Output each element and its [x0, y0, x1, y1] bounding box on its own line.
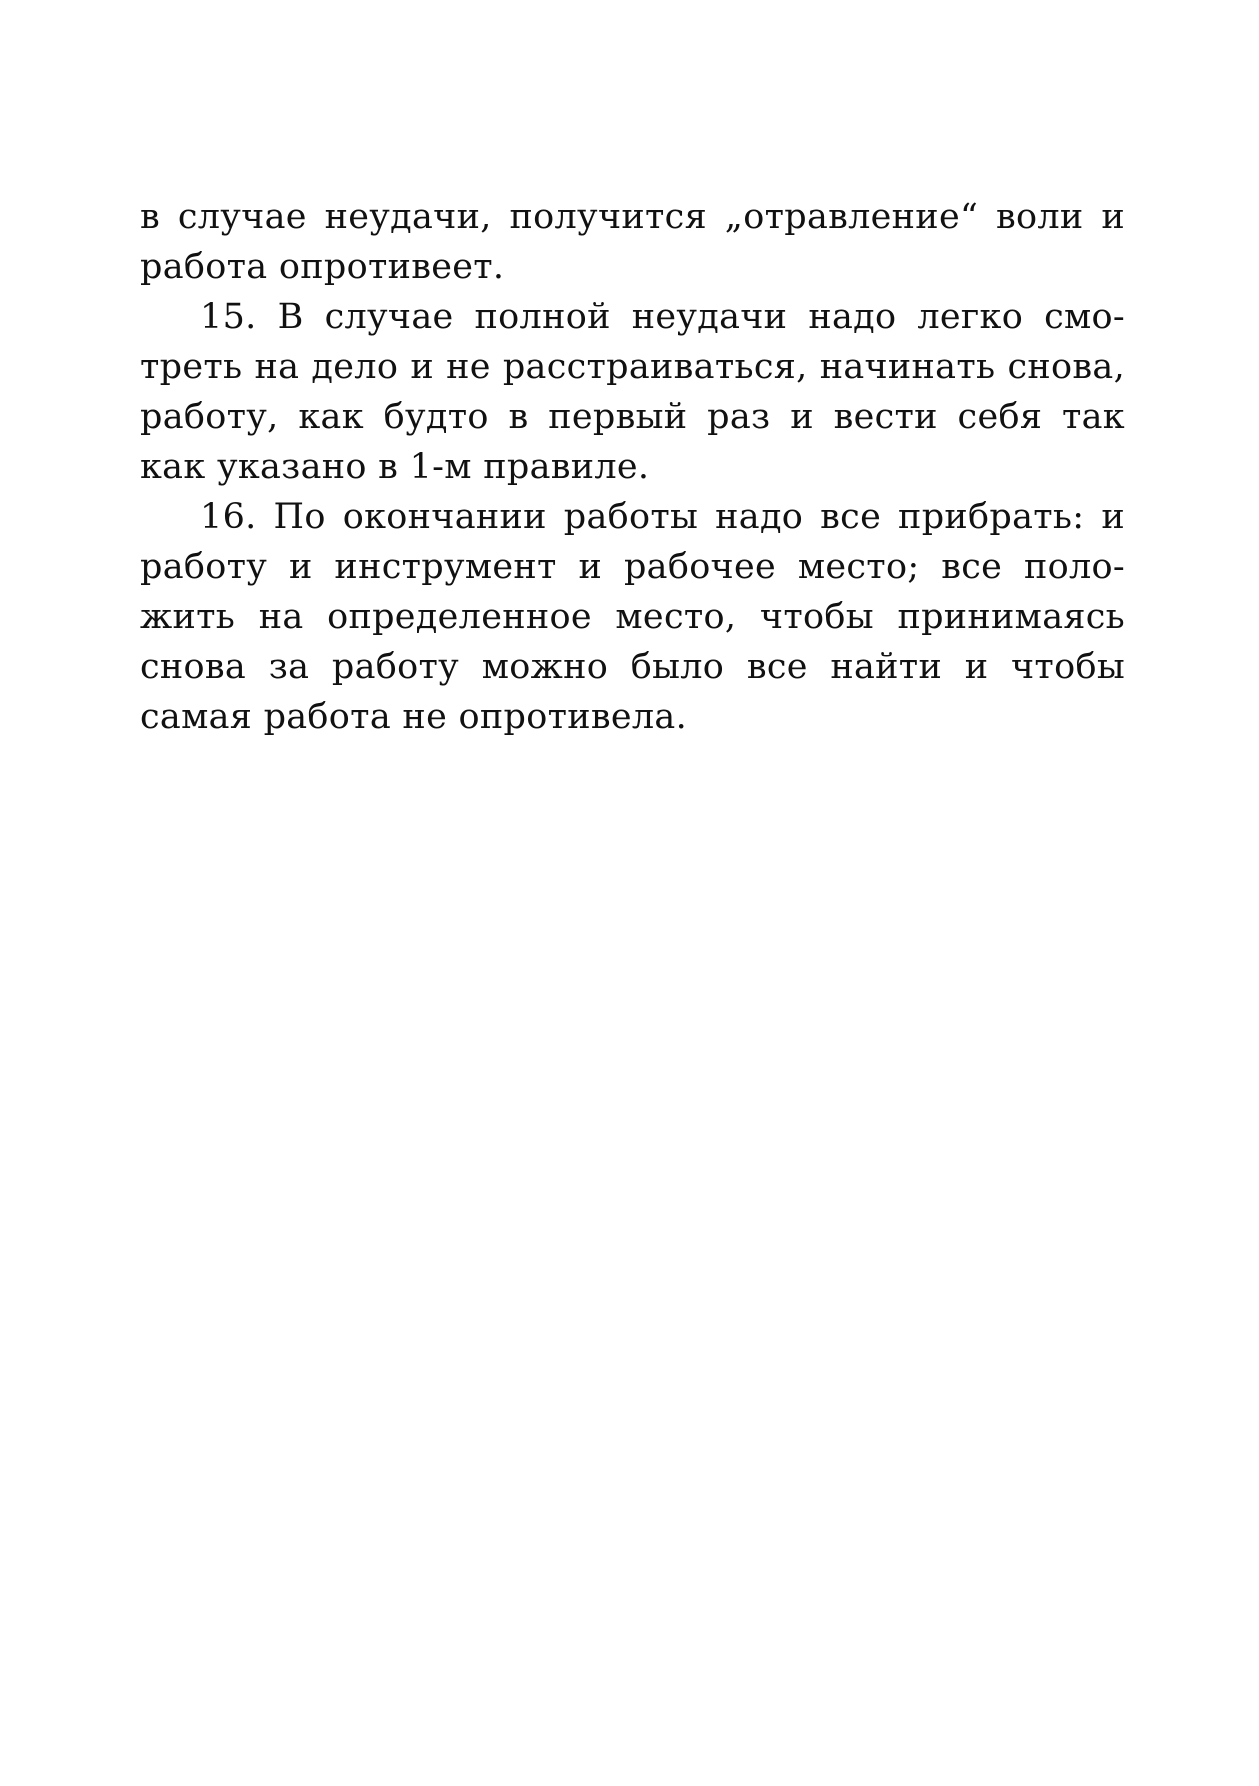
paragraph-rule-15: [140, 292, 1125, 492]
text-line: треть на дело и не расстраиваться, начинать снова,: [140, 347, 1125, 387]
text-line: в случае неудачи, получится „отравление“ воли и: [140, 197, 1125, 237]
text-line: работу, как будто в первый раз и вести себя так: [140, 397, 1125, 437]
text-line: снова за работу можно было все найти и чтобы: [140, 647, 1125, 687]
text-line: 15. В случае полной неудачи надо легко смо-: [200, 297, 1125, 337]
text-line: жить на определенное место, чтобы принимаясь: [140, 597, 1125, 637]
text-line: работу и инструмент и рабочее место; все поло-: [140, 547, 1125, 587]
text-line: работа опротивеет.: [140, 247, 505, 287]
paragraph-continuation: [140, 192, 1125, 292]
text-line: как указано в 1-м правиле.: [140, 447, 650, 487]
paragraph-rule-16: [140, 492, 1125, 742]
text-line: самая работа не опротивела.: [140, 697, 688, 737]
body-text: [140, 192, 1125, 742]
text-line: 16. По окончании работы надо все прибрать: и: [200, 497, 1125, 537]
